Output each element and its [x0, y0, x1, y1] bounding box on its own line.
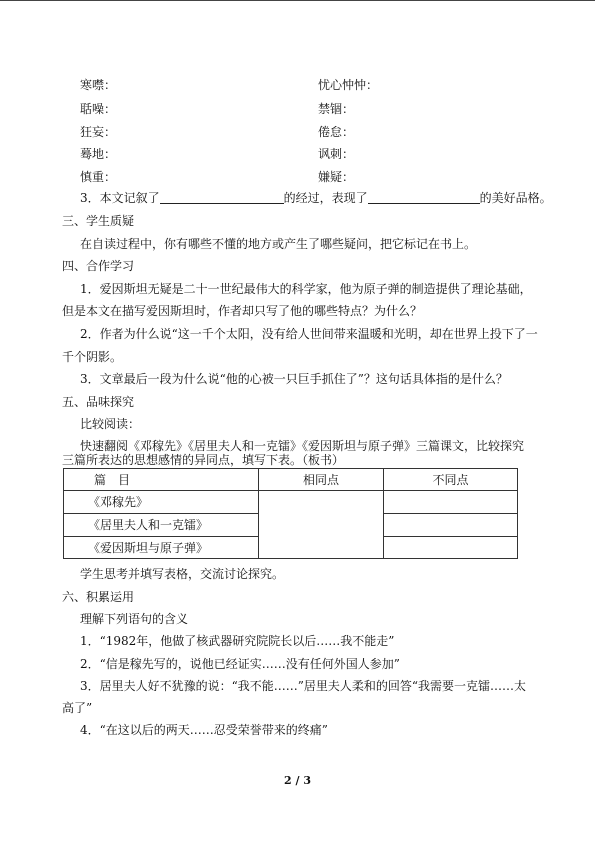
question-line: 但是本文在描写爱因斯坦时，作者却只写了他的哪些特点？为什么？ [62, 304, 423, 318]
section-heading: 四、合作学习 [62, 259, 135, 273]
question-3-prefix: 3．本文记叙了 [80, 191, 160, 205]
vocab-item: 讽刺： [318, 147, 355, 161]
paragraph: 学生思考并填写表格，交流讨论探究。 [80, 567, 285, 581]
list-item: 3．居里夫人好不犹豫的说：“我不能……”居里夫人柔和的回答“我需要一克镭……太 [80, 679, 527, 693]
answer-blank[interactable] [368, 191, 480, 204]
list-item: 4．“在这以后的两天……忍受荣誉带来的终痛” [80, 723, 328, 737]
vocab-item: 忧心忡忡： [318, 78, 379, 92]
question-3-fill [80, 190, 552, 206]
paragraph: 三篇所表达的思想感情的异同点，填写下表。（板书） [62, 453, 345, 467]
top-rule [0, 0, 595, 1]
diff-points-cell[interactable] [384, 537, 518, 559]
vocab-item: 狂妄： [80, 125, 117, 139]
header-cell: 相同点 [259, 469, 384, 491]
header-cell: 不同点 [384, 469, 518, 491]
list-item: 1．“1982年，他做了核武器研究院院长以后……我不能走” [80, 634, 395, 648]
sub-heading: 理解下列语句的含义 [80, 612, 189, 626]
table-row [64, 491, 518, 514]
diff-points-cell[interactable] [384, 491, 518, 514]
table-header-row [64, 469, 518, 491]
question-line: 千个阴影。 [62, 350, 123, 364]
list-item: 2．“信是稼先写的，说他已经证实……没有任何外国人参加” [80, 657, 400, 671]
vocab-item: 寒噤： [80, 78, 117, 92]
comparison-table [63, 468, 518, 559]
diff-points-cell[interactable] [384, 514, 518, 537]
vocab-item: 慎重： [80, 170, 117, 184]
question-3-suffix: 的美好品格。 [479, 191, 552, 205]
vocab-item: 倦怠： [318, 125, 355, 139]
section-heading: 六、积累运用 [62, 590, 135, 604]
paragraph: 快速翻阅《邓稼先》《居里夫人和一克镭》《爱因斯坦与原子弹》三篇课文，比较探究 [80, 439, 525, 453]
vocab-item: 聒噪： [80, 102, 117, 116]
paragraph: 在自读过程中，你有哪些不懂的地方或产生了哪些疑问，把它标记在书上。 [80, 237, 477, 251]
answer-blank[interactable] [160, 191, 284, 204]
question-line: 3．文章最后一段为什么说“他的心被一只巨手抓住了”？这句话具体指的是什么？ [80, 372, 508, 386]
vocab-item: 蓦地： [80, 147, 117, 161]
vocab-item: 嫌疑： [318, 170, 355, 184]
page-number: 2 / 3 [284, 774, 311, 787]
question-3-middle: 的经过，表现了 [283, 191, 368, 205]
vocab-item: 禁锢： [318, 102, 355, 116]
list-item: 高了” [62, 701, 93, 715]
article-cell: 《居里夫人和一克镭》 [64, 514, 259, 537]
section-heading: 三、学生质疑 [62, 214, 135, 228]
article-cell: 《爱因斯坦与原子弹》 [64, 537, 259, 559]
sub-heading: 比较阅读： [80, 417, 141, 431]
question-line: 1．爱因斯坦无疑是二十一世纪最伟大的科学家，他为原子弹的制造提供了理论基础， [80, 282, 532, 296]
article-cell: 《邓稼先》 [64, 491, 259, 514]
section-heading: 五、品味探究 [62, 395, 135, 409]
same-points-cell[interactable] [259, 491, 384, 559]
header-cell: 篇 目 [64, 469, 259, 491]
question-line: 2．作者为什么说“这一千个太阳，没有给人世间带来温暖和光明，却在世界上投下了一 [80, 327, 538, 341]
